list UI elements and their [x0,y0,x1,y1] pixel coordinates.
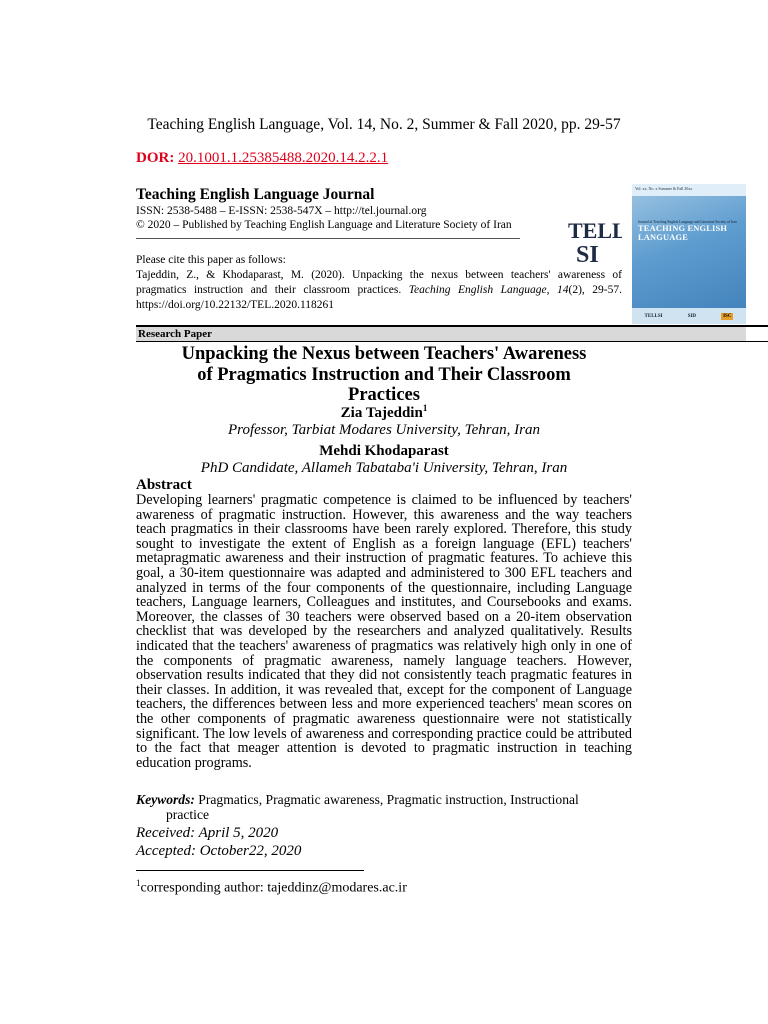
cover-title: TEACHING ENGLISH LANGUAGE [638,224,728,242]
logo-text-top: TELL [568,218,622,243]
journal-cover-image [632,184,746,324]
author-affiliation: Professor, Tarbiat Modares University, Tehran, Iran [228,422,540,438]
cover-bottom-band [632,308,746,324]
author-affiliation: PhD Candidate, Allameh Tabataba'i University, Tehran, Iran [200,460,568,476]
accepted-date: Accepted: October22, 2020 [136,843,302,859]
cover-top-band: Vol. xx, No. x Summer & Fall 20xx [632,184,746,196]
section-label: Research Paper [136,327,746,341]
keywords-list-cont: practice [166,806,210,822]
footnote-text: corresponding author: tajeddinz@modares.ac.ir [140,880,407,896]
issn-line: ISSN: 2538-5488 – E-ISSN: 2538-547X – http://tel.journal.org [136,205,427,217]
section-rule-bottom [136,341,768,342]
author-name: Mehdi Khodaparast [319,443,449,459]
author-name: Zia Tajeddin$^1$ [340,403,428,421]
cover-subtitle: Journal of Teaching English Language and Literature Society of Iran [638,220,737,224]
dor-label: DOR: [136,150,175,166]
citation-heading: Please cite this paper as follows: [136,254,286,266]
dor-link[interactable]: 20.1001.1.25385488.2020.14.2.2.1 [178,150,389,166]
copyright-line: © 2020 – Published by Teaching English Language and Literature Society of Iran [136,219,512,231]
journal-title: Teaching English Language Journal [136,186,375,203]
title-line: of Pragmatics Instruction and Their Classroom [197,364,571,385]
paper-title [136,344,632,406]
footnote: $^1$corresponding author: tajeddinz@modares.ac.ir [136,878,407,896]
cover-badge-isc: ISC [723,313,732,319]
cover-badge-tellsi: TELLSI [644,313,663,319]
dor-line [136,150,388,167]
abstract-text: Developing learners' pragmatic competence is claimed to be influenced by teachers' awareness of pragmatic instruction. However, this awareness and the way teachers teach pragmatics in their classrooms have been rarely explored. Therefore, this study sought to investigate the extent of English as a foreign language (EFL) teachers' metapragmatic awareness and their instruction of pragmatic features. To achieve this goal, a 30-item questionnaire was adapted and administered to 300 EFL teachers and analyzed in terms of the four components of the questionnaire, including Language teachers, Language learners, Colleagues and institutes, and Coursebooks and exams. Moreover, the classes of 30 teachers were observed based on a 20-item observation checklist that was developed by the researchers and analyzed qualitatively. Results indicated that the teachers' awareness of pragmatics was relatively high only in one of the components of pragmatic awareness, namely language teachers. However, observation results indicated that they did not consistently teach pragmatic features in their classes. In addition, it was revealed that, except for the component of Language teachers, the differences between less and more experienced teachers' mean scores on the other components of pragmatic awareness questionnaire were not statistically significant. The low levels of awareness and corresponding practice could be attributed to the fact that meager attention is devoted to pragmatic instruction in teaching education programs. [136,492,632,771]
keywords [136,793,632,822]
citation-block [136,253,622,313]
logo-text-bottom: SI [576,242,599,268]
received-date: Received: April 5, 2020 [136,825,279,841]
cover-badge-sid: SID [687,313,697,319]
title-line: Unpacking the Nexus between Teachers' Awareness [181,344,587,364]
keywords-label: Keywords: [136,792,195,807]
title-line: Practices [348,385,420,405]
running-header: Teaching English Language, Vol. 14, No. 2, Summer & Fall 2020, pp. 29-57 [147,116,621,133]
keywords-list: Pragmatics, Pragmatic awareness, Pragmatic instruction, Instructional [194,792,579,807]
abstract-heading: Abstract [136,477,192,493]
citation-text: Tajeddin, Z., & Khodaparast, M. (2020). Unpacking the nexus between teachers' awareness of pragmatics instruction and their classroom practices. Teaching English Language, 14(2), 29-57. https://doi.org/10.22132/TEL.2020.118261 [136,269,622,311]
citation-journal: Teaching English Language, 14 [408,284,569,296]
header-divider [136,238,520,239]
footnote-rule [136,870,364,871]
